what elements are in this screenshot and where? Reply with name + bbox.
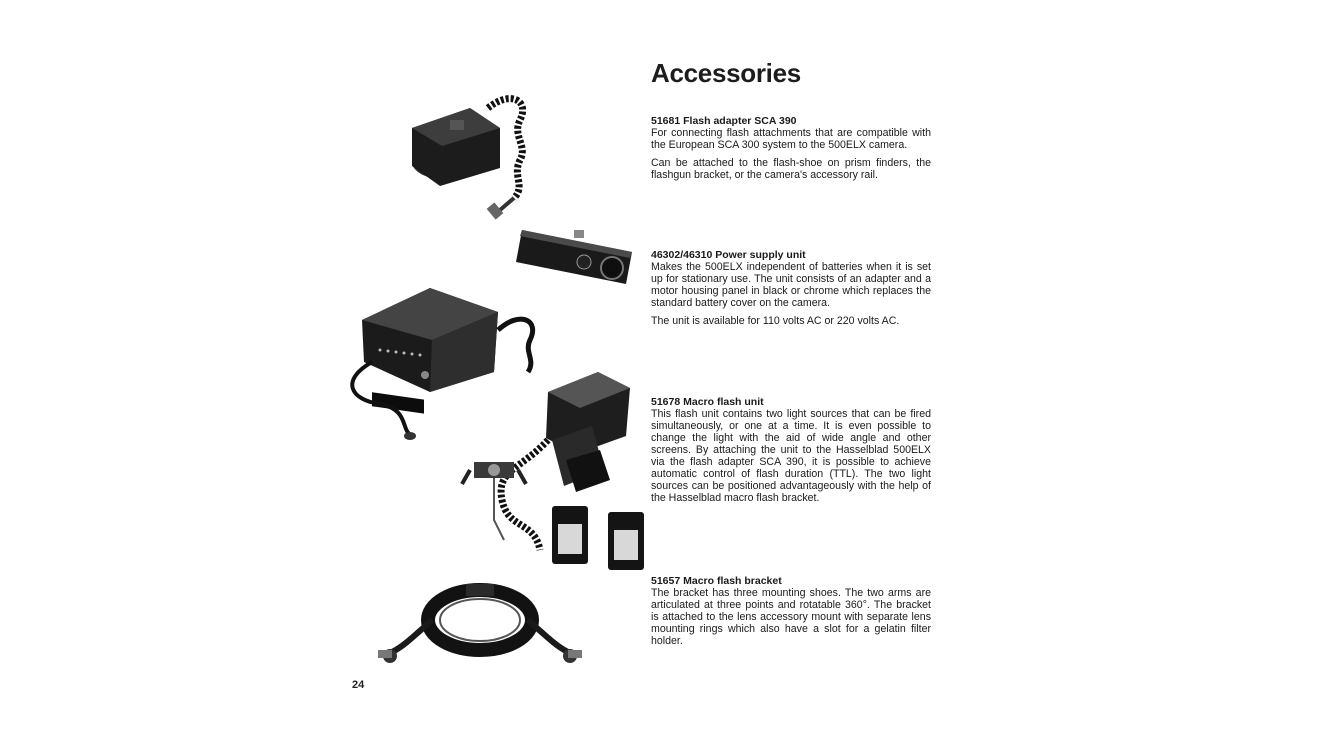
section-power-supply [651,249,931,333]
section-paragraph: Can be attached to the flash-shoe on prism finders, the flashgun bracket, or the camera's accessory rail. [651,157,931,181]
section-heading: 51681 Flash adapter SCA 390 [651,115,797,127]
section-flash-adapter [651,115,931,187]
section-paragraph: For connecting flash attachments that are compatible with the European SCA 300 system to the 500ELX camera. [651,127,931,151]
light-source-images [552,506,644,570]
section-paragraph: This flash unit contains two light sources that can be fired simultaneously, or one at a time. It is even possible to change the light with the aid of wide angle and other screens. By attaching the unit to the Hasselblad 500ELX via the flash adapter SCA 390, it is possible to achieve automatic control of flash duration (TTL). The two light sources can be positioned advantageously with the help of the Hasselblad macro flash bracket. [651,408,931,504]
section-paragraph: The unit is available for 110 volts AC or 220 volts AC. [651,315,900,327]
text-column [651,58,931,647]
section-macro-flash-bracket [651,575,931,653]
section-heading: 51678 Macro flash unit [651,396,764,408]
section-heading: 46302/46310 Power supply unit [651,249,806,261]
motor-housing-panel-image [516,230,632,284]
section-heading: 51657 Macro flash bracket [651,575,782,587]
page-title: Accessories [651,58,801,88]
macro-flash-bracket-image [378,584,582,663]
section-paragraph: Makes the 500ELX independent of batteries when it is set up for stationary use. The unit consists of an adapter and a motor housing panel in black or chrome which replaces the standard battery cover on the camera. [651,261,931,309]
page-number: 24 [352,679,365,691]
flash-adapter-image [412,99,523,220]
macro-flash-unit-image [462,372,630,550]
section-macro-flash-unit [651,396,931,510]
power-supply-unit-image [352,288,532,440]
section-paragraph: The bracket has three mounting shoes. The two arms are articulated at three points and rotatable 360°. The bracket is attached to the lens accessory mount with separate lens mounting rings which also have a slot for a gelatin filter holder. [651,587,931,647]
